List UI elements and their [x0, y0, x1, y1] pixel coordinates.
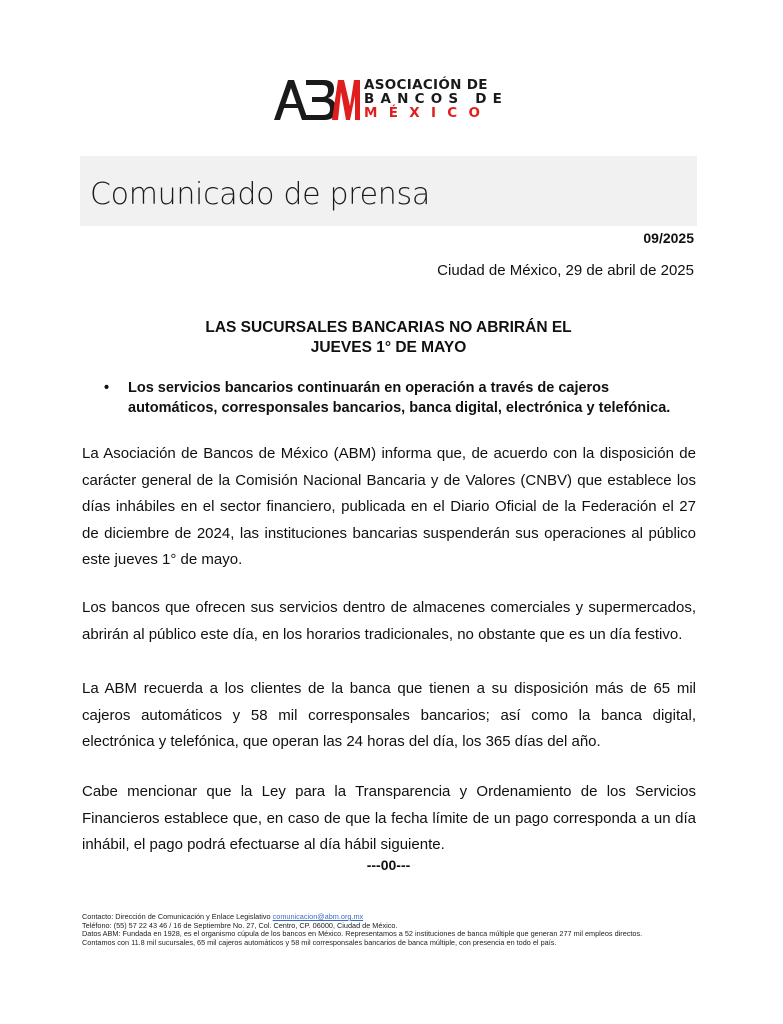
paragraph-alternative-channels: La ABM recuerda a los clientes de la banca que tienen a su disposición más de 65 mil cajeros automáticos y 58 mil corresponsales bancarios; así como la banca digital, electrónica y telefónica, que operan las 24 horas del día, los 365 días del año.	[82, 680, 696, 750]
headline-line-1: LAS SUCURSALES BANCARIAS NO ABRIRÁN EL	[205, 319, 572, 336]
headline-line-2: JUEVES 1° DE MAYO	[310, 339, 467, 356]
footer-abm-stats: Contamos con 11.8 mil sucursales, 65 mil cajeros automáticos y 58 mil corresponsales bancarios de banca múltiple, con presencia en todo el país.	[82, 937, 557, 947]
closing-mark: ---00---	[366, 857, 411, 873]
paragraph-payment-deadline: Cabe mencionar que la Ley para la Transparencia y Ordenamiento de los Servicios Financieros establece que, en caso de que la fecha límite de un pago corresponda a un día inhábil, el pago podrá efectuarse al día hábil siguiente.	[82, 783, 696, 853]
headline	[80, 318, 697, 358]
summary-bullets	[80, 378, 700, 418]
bullet-icon: •	[104, 380, 110, 396]
summary-bullet	[80, 378, 700, 418]
logo-line-bancos: BANCOS DE	[364, 91, 509, 107]
paragraph-announcement: La Asociación de Bancos de México (ABM) informa que, de acuerdo con la disposición de carácter general de la Comisión Nacional Bancaria y de Valores (CNBV) que establece los días inhábiles en el sector financiero, publicada en el Diario Oficial de la Federación el 27 de diciembre de 2024, las instituciones bancarias suspenderán sus operaciones al público este jueves 1° de mayo.	[82, 445, 696, 568]
abm-logo-mark-icon	[272, 76, 362, 122]
paragraph-supermarket-branches: Los bancos que ofrecen sus servicios dentro de almacenes comerciales y supermercados, abrirán al público este día, en los horarios tradicionales, no obstante que es un día festivo.	[82, 599, 696, 643]
abm-logo-text	[364, 78, 508, 120]
contact-email-link[interactable]: comunicacion@abm.org.mx	[272, 912, 364, 921]
release-number: 09/2025	[643, 230, 694, 246]
footer-phone-address: Teléfono: (55) 57 22 43 46 / 16 de Septiembre No. 27, Col. Centro, CP. 06000, Ciudad de México.	[82, 920, 398, 930]
footer-contact-label: Contacto: Dirección de Comunicación y Enlace Legislativo	[82, 912, 273, 921]
logo-line-mexico: MÉXICO	[364, 105, 492, 121]
footer	[82, 913, 742, 947]
place-date: Ciudad de México, 29 de abril de 2025	[437, 262, 694, 279]
logo-line-asociacion: ASOCIACIÓN DE	[364, 77, 488, 93]
bullet-text: Los servicios bancarios continuarán en operación a través de cajeros automáticos, corresponsales bancarios, banca digital, electrónica y telefónica.	[128, 380, 671, 416]
abm-logo	[272, 72, 512, 132]
footer-abm-data: Datos ABM: Fundada en 1928, es el organismo cúpula de los bancos en México. Representamos a 52 instituciones de banca múltiple que generan 277 mil empleos directos.	[82, 929, 643, 939]
press-release-banner	[80, 156, 697, 226]
page-title: Comunicado de prensa	[90, 177, 430, 212]
